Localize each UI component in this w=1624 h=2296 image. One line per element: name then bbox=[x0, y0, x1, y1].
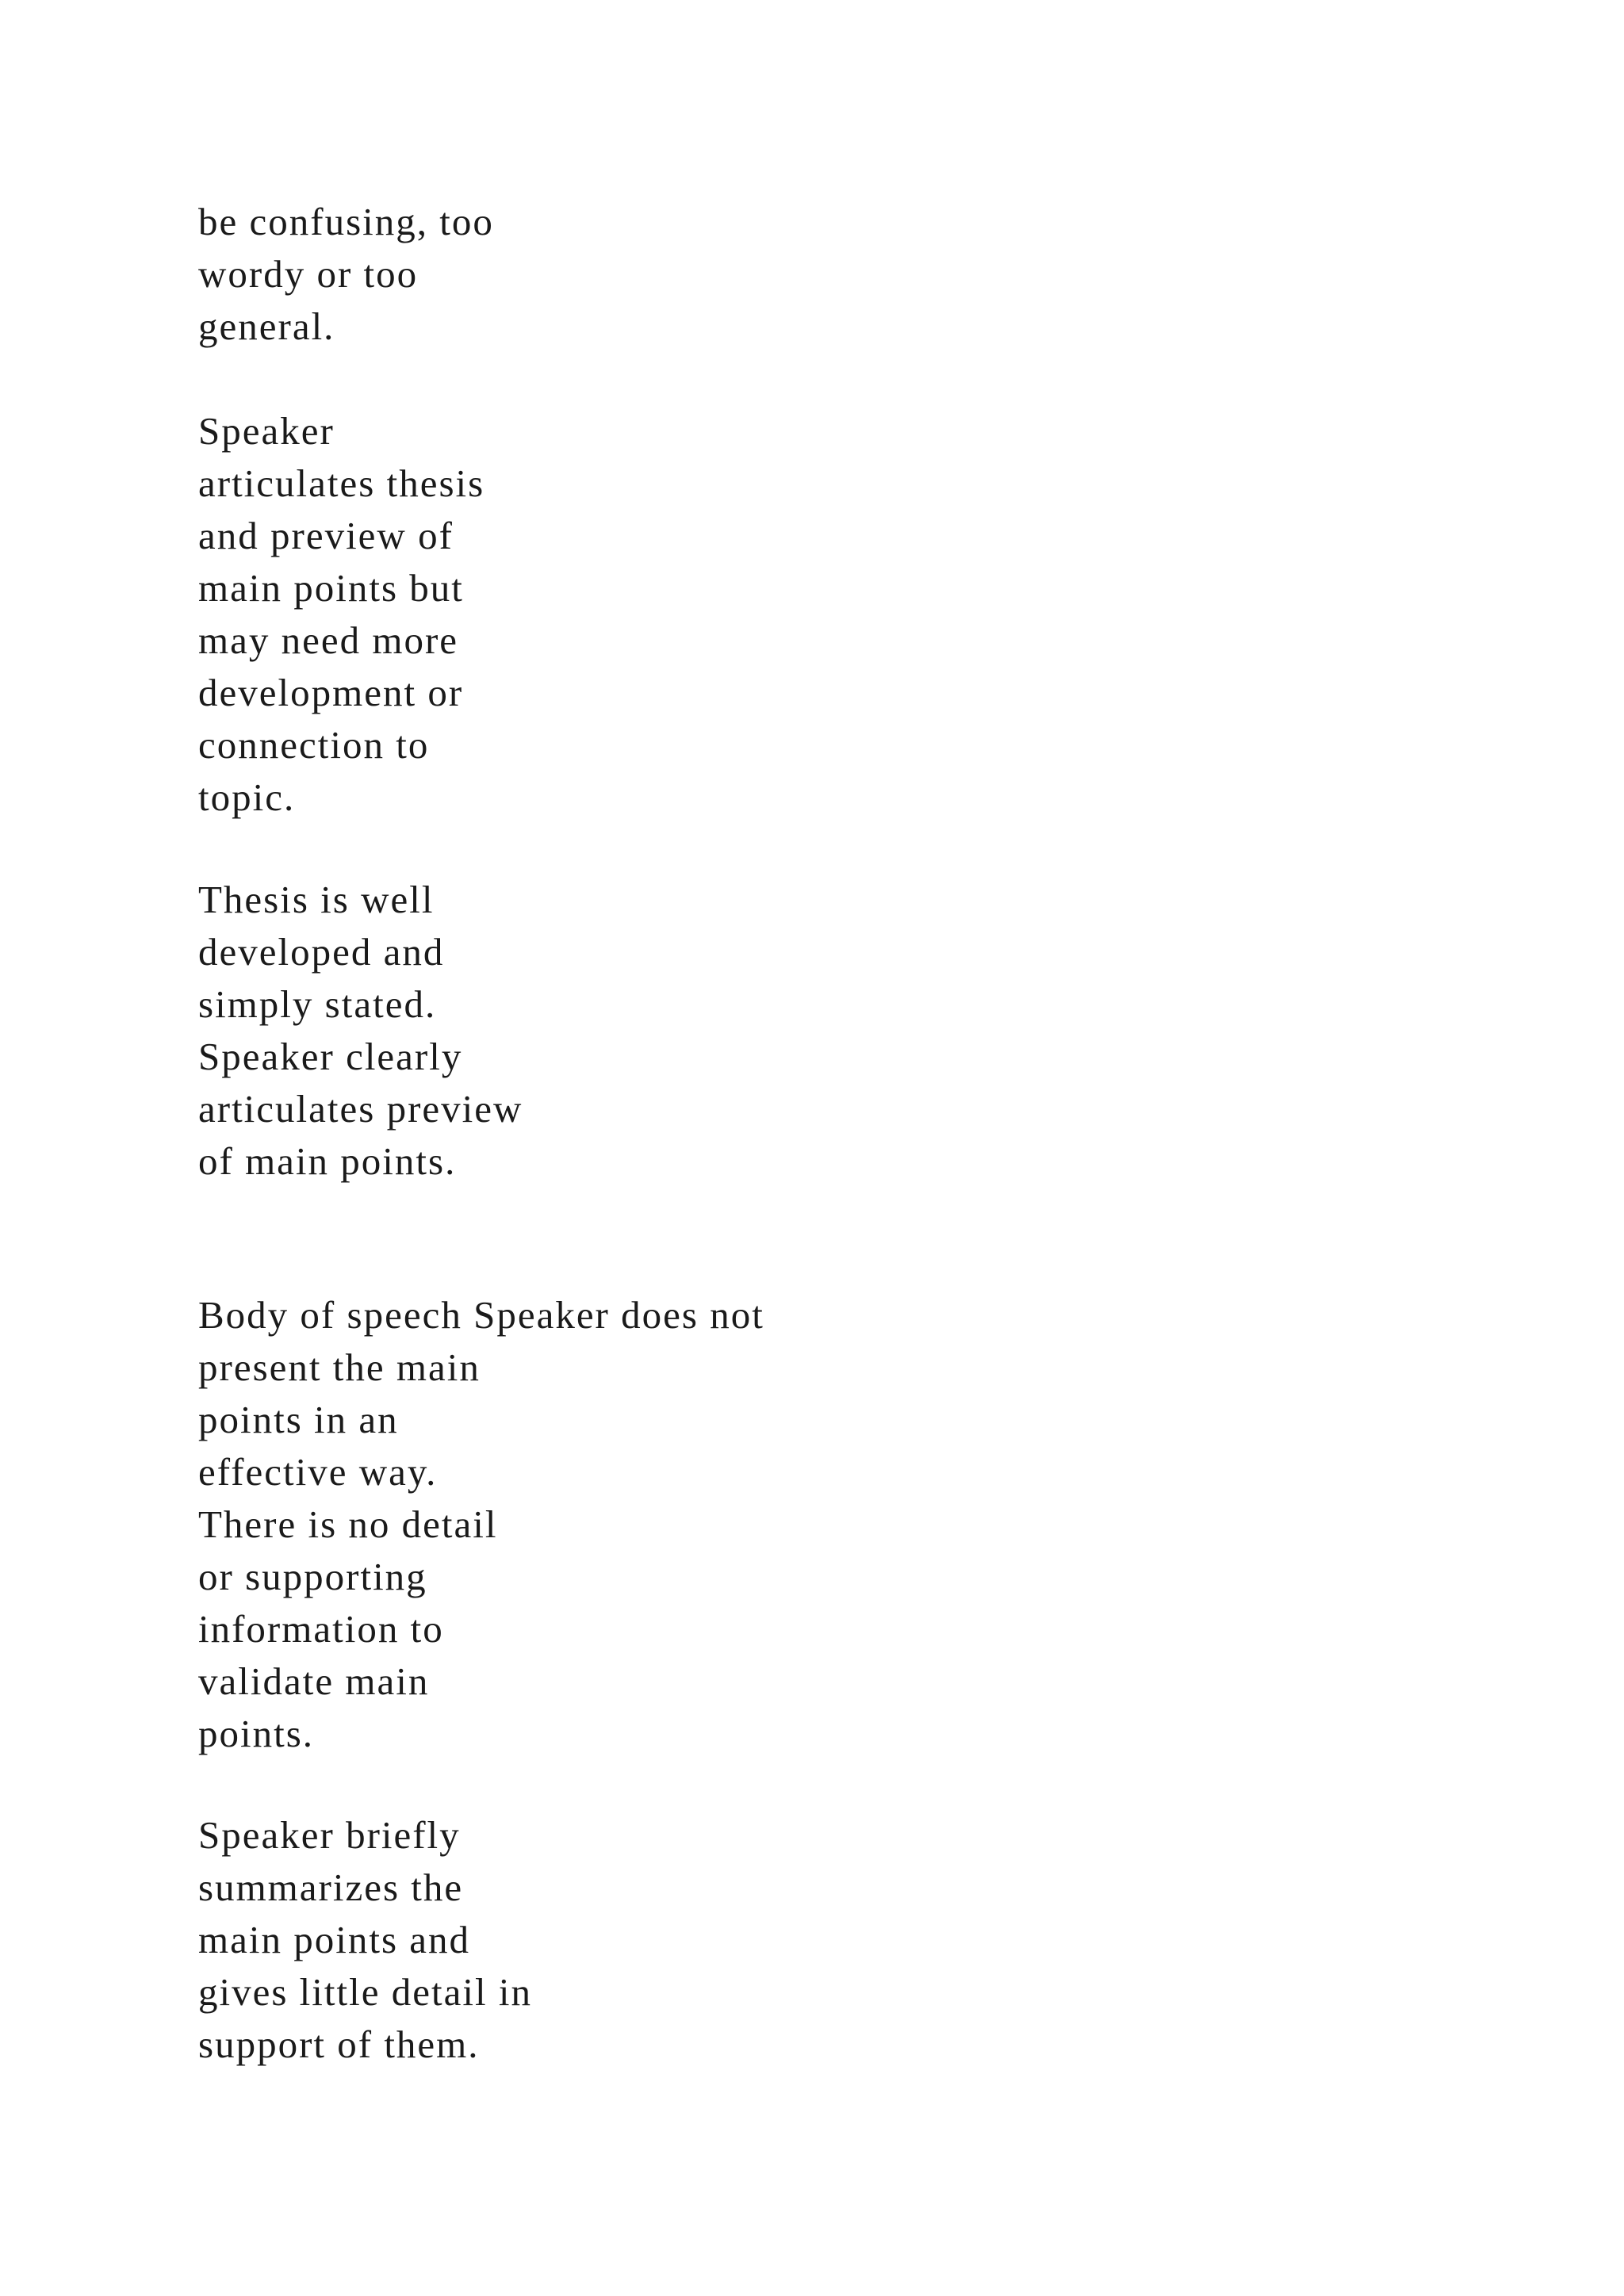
paragraph-clarity-low: be confusing, too wordy or too general. bbox=[198, 200, 494, 348]
paragraph-thesis-partial: Speaker articulates thesis and preview of main points but may need more development or connection to topic. bbox=[198, 409, 485, 819]
paragraph-summary: Speaker briefly summarizes the main points and gives little detail in support of them. bbox=[198, 1813, 532, 2066]
paragraph-body-of-speech: Body of speech Speaker does not present the main points in an effective way. There is no detail or supporting information to validate main points. bbox=[198, 1293, 764, 1755]
paragraph-thesis-strong: Thesis is well developed and simply stated. Speaker clearly articulates preview of main points. bbox=[198, 878, 523, 1183]
